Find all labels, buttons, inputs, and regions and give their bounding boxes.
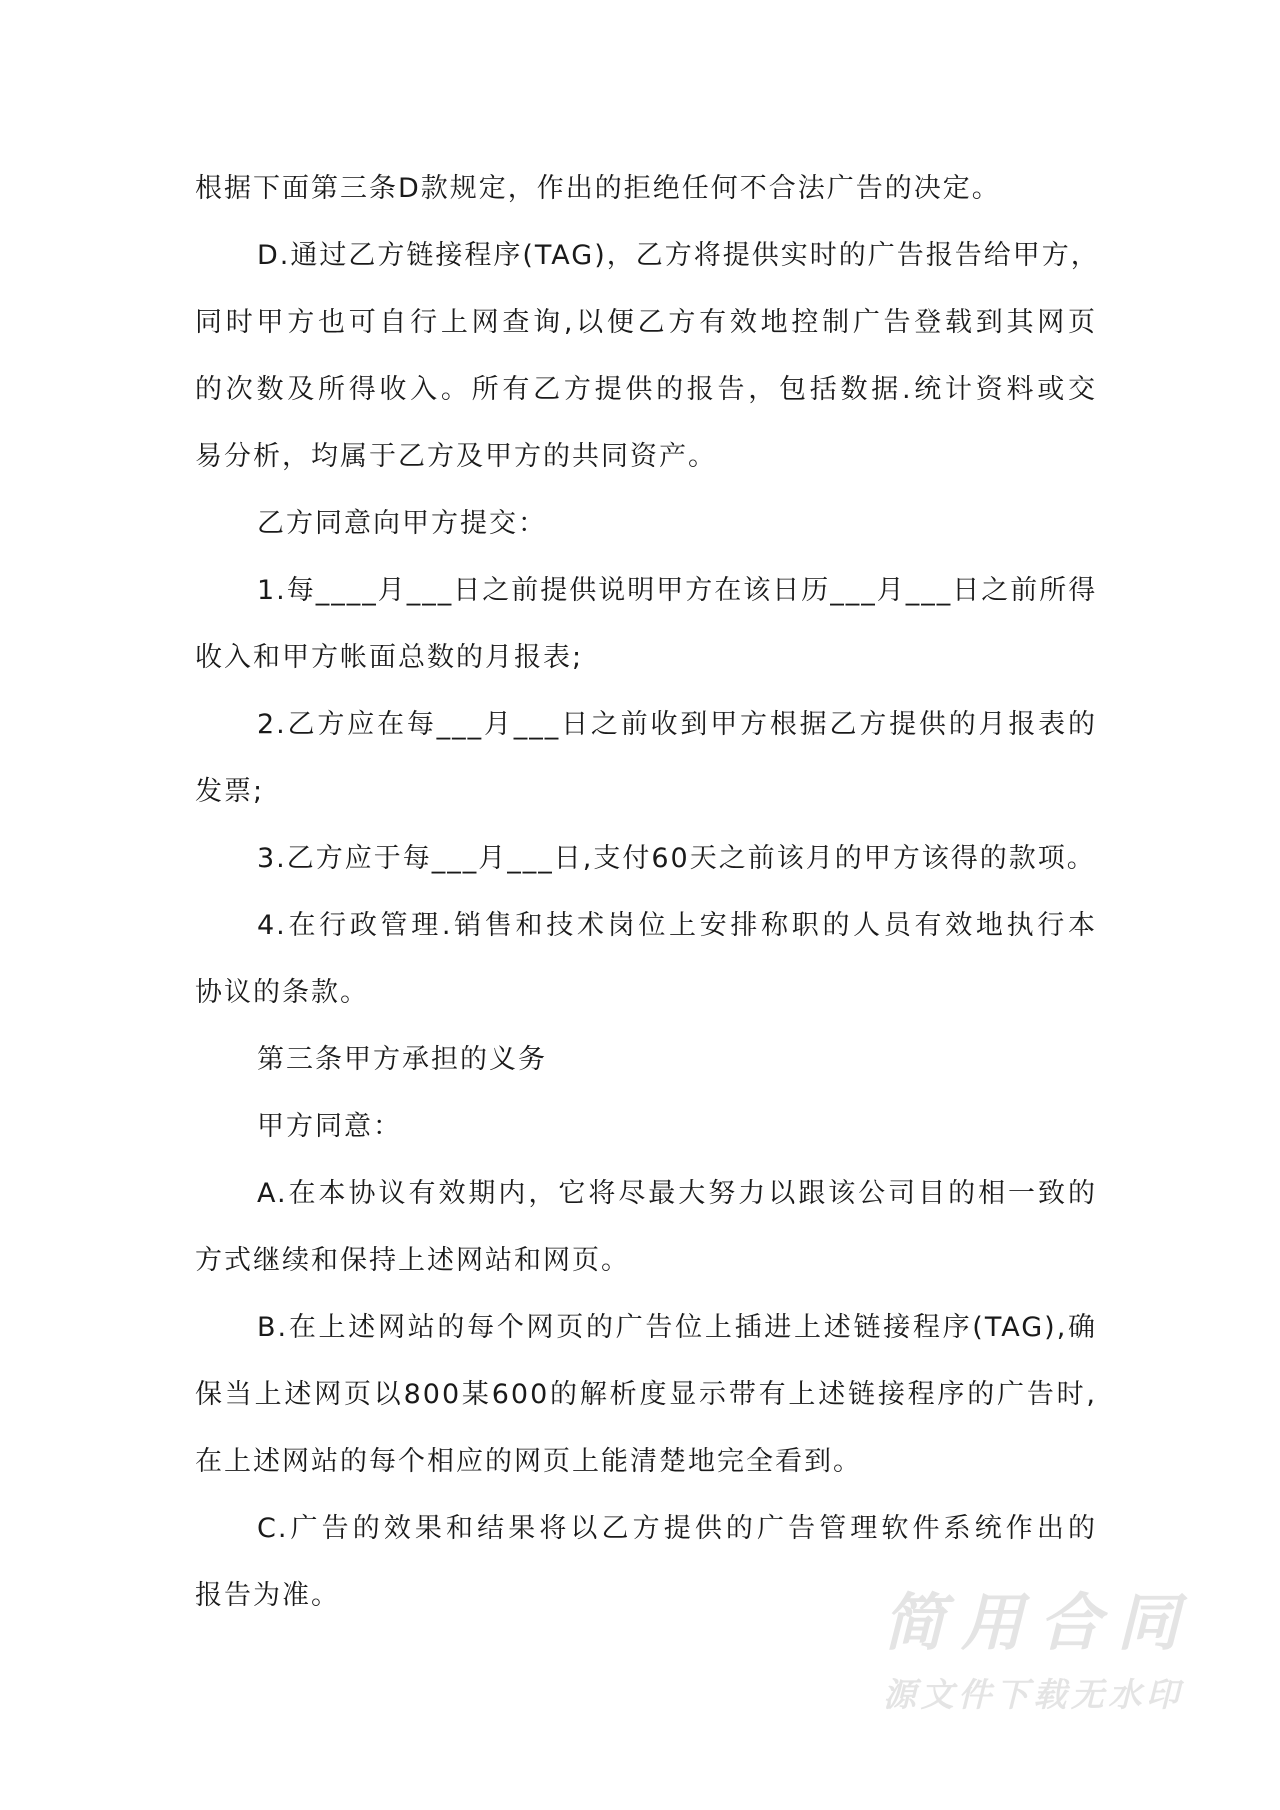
- text-line: 3.乙方应于每___月___日,支付60天之前该月的甲方该得的款项。: [257, 843, 1096, 874]
- text-line: 发票;: [195, 776, 265, 807]
- text-line: B.在上述网站的每个网页的广告位上插进上述链接程序(TAG),确: [257, 1312, 1097, 1343]
- text-line: 2.乙方应在每___月___日之前收到甲方根据乙方提供的月报表的: [257, 709, 1097, 740]
- watermark-subtitle: 源文件下载无水印: [883, 1675, 1179, 1714]
- text-line: 1.每____月___日之前提供说明甲方在该日历___月___日之前所得: [257, 575, 1098, 606]
- text-line: 在上述网站的每个相应的网页上能清楚地完全看到。: [195, 1446, 862, 1477]
- text-line: 保当上述网页以800某600的解析度显示带有上述链接程序的广告时,: [195, 1379, 1097, 1410]
- text-line: 甲方同意：: [257, 1111, 402, 1142]
- text-line: 协议的条款。: [195, 977, 369, 1008]
- text-line: 4.在行政管理.销售和技术岗位上安排称职的人员有效地执行本: [257, 910, 1097, 941]
- text-line: C.广告的效果和结果将以乙方提供的广告管理软件系统作出的: [257, 1513, 1097, 1544]
- text-line: 方式继续和保持上述网站和网页。: [195, 1245, 630, 1276]
- text-line: 同时甲方也可自行上网查询,以便乙方有效地控制广告登载到其网页: [195, 307, 1097, 338]
- text-line: D.通过乙方链接程序(TAG)，乙方将提供实时的广告报告给甲方，: [257, 240, 1100, 271]
- text-line: 易分析，均属于乙方及甲方的共同资产。: [195, 441, 717, 472]
- watermark-title: 简用合同: [883, 1586, 1179, 1659]
- text-line: 乙方同意向甲方提交：: [257, 508, 547, 539]
- section-heading: 第三条甲方承担的义务: [257, 1044, 547, 1075]
- text-line: 根据下面第三条D款规定，作出的拒绝任何不合法广告的决定。: [195, 173, 1001, 204]
- text-line: 的次数及所得收入。所有乙方提供的报告，包括数据.统计资料或交: [195, 374, 1097, 405]
- document-body: [195, 155, 1100, 1629]
- text-line: 报告为准。: [195, 1580, 340, 1611]
- text-line: A.在本协议有效期内，它将尽最大努力以跟该公司目的相一致的: [257, 1178, 1097, 1209]
- text-line: 收入和甲方帐面总数的月报表;: [195, 642, 584, 673]
